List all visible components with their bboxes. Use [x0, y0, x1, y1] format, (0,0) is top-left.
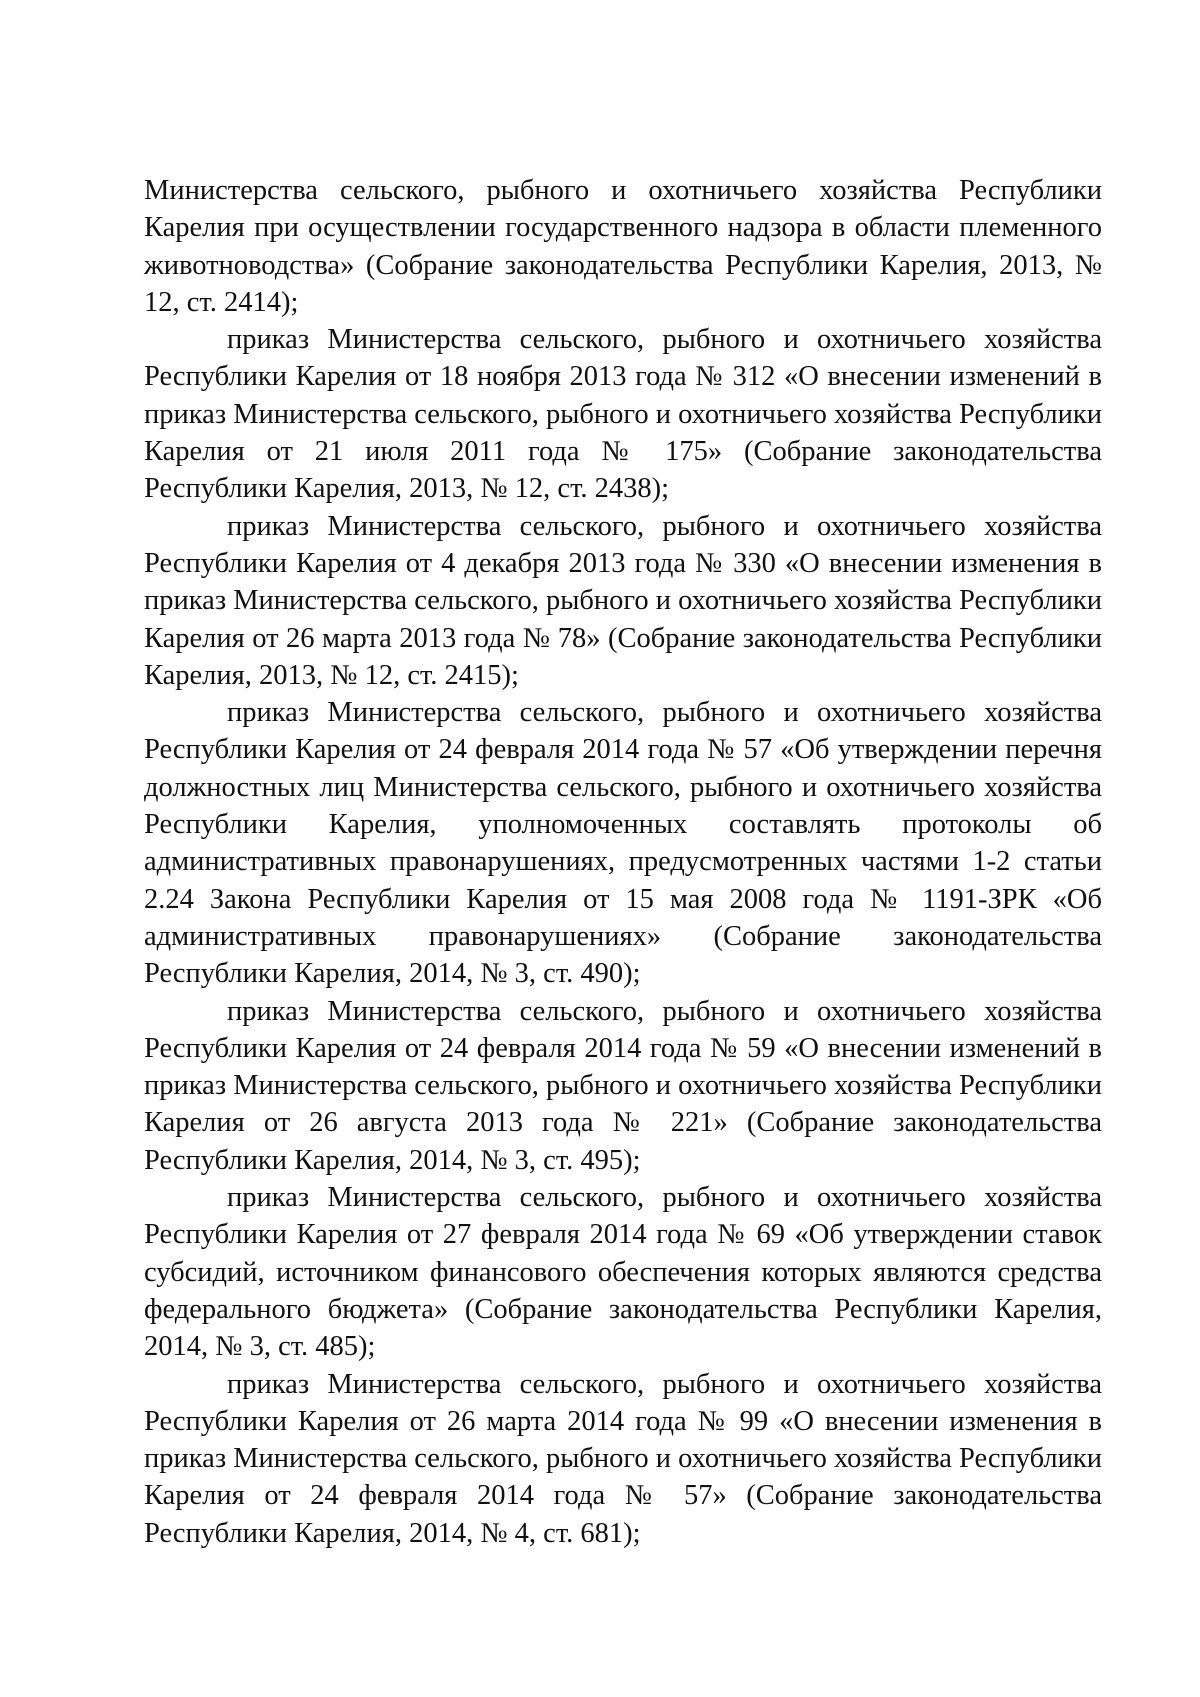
paragraph-order-312: приказ Министерства сельского, рыбного и охотничьего хозяйства Республики Карелия от 18 ноября 2013 года № 312 «О внесении изменений в приказ Министерства сельского, рыбного и охотничьего хозяйства Республики Карелия от 21 июля 2011 года № 175» (Собрание законодательства Республики Карелия, 2013, № 12, ст. 2438); — [144, 324, 1102, 505]
paragraph-order-99: приказ Министерства сельского, рыбного и охотничьего хозяйства Республики Карелия от 26 марта 2014 года № 99 «О внесении изменения в приказ Министерства сельского, рыбного и охотничьего хозяйства Республики Карелия от 24 февраля 2014 года № 57» (Собрание законодательства Республики Карелия, 2014, № 4, ст. 681); — [144, 1368, 1102, 1549]
paragraph-continuation: Министерства сельского, рыбного и охотничьего хозяйства Республики Карелия при осуществлении государственного надзора в области племенного животноводства» (Собрание законодательства Республики Карелия, 2013, № 12, ст. 2414); — [144, 175, 1102, 318]
document-body — [144, 172, 1102, 1552]
paragraph-order-57: приказ Министерства сельского, рыбного и охотничьего хозяйства Республики Карелия от 24 февраля 2014 года № 57 «Об утверждении перечня должностных лиц Министерства сельского, рыбного и охотничьего хозяйства Республики Карелия, уполномоченных составлять протоколы об административных правонарушениях, предусмотренных частями 1-2 статьи 2.24 Закона Республики Карелия от 15 мая 2008 года № 1191-ЗРК «Об административных правонарушениях» (Собрание законодательства Республики Карелия, 2014, № 3, ст. 490); — [144, 697, 1102, 990]
paragraph-order-69: приказ Министерства сельского, рыбного и охотничьего хозяйства Республики Карелия от 27 февраля 2014 года № 69 «Об утверждении ставок субсидий, источником финансового обеспечения которых являются средства федерального бюджета» (Собрание законодательства Республики Карелия, 2014, № 3, ст. 485); — [144, 1182, 1102, 1363]
paragraph-order-330: приказ Министерства сельского, рыбного и охотничьего хозяйства Республики Карелия от 4 декабря 2013 года № 330 «О внесении изменения в приказ Министерства сельского, рыбного и охотничьего хозяйства Республики Карелия от 26 марта 2013 года № 78» (Собрание законодательства Республики Карелия, 2013, № 12, ст. 2415); — [144, 510, 1102, 691]
paragraph-order-59: приказ Министерства сельского, рыбного и охотничьего хозяйства Республики Карелия от 24 февраля 2014 года № 59 «О внесении изменений в приказ Министерства сельского, рыбного и охотничьего хозяйства Республики Карелия от 26 августа 2013 года № 221» (Собрание законодательства Республики Карелия, 2014, № 3, ст. 495); — [144, 995, 1102, 1176]
